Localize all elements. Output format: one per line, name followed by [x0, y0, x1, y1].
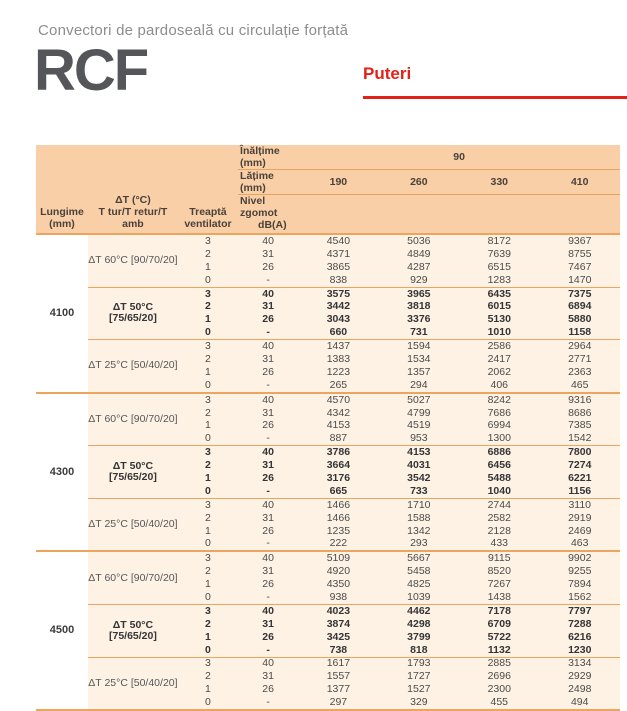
power-value-cell: 1230 — [539, 644, 620, 657]
noise-level-cell: 40 — [238, 234, 298, 248]
header-row-height — [36, 145, 620, 170]
power-value-cell: 5488 — [459, 472, 539, 485]
height-value: 90 — [298, 145, 620, 170]
power-value-cell: 7639 — [459, 248, 539, 261]
length-block — [36, 551, 620, 710]
power-value-cell: 2469 — [539, 525, 620, 538]
power-value-cell: 4799 — [379, 407, 459, 420]
power-value-cell: 9367 — [539, 234, 620, 248]
power-value-cell: 4920 — [298, 565, 378, 578]
power-value-cell: 1383 — [298, 353, 378, 366]
width-label: Lățime (mm) — [238, 170, 298, 195]
header-spacer — [298, 195, 620, 235]
fan-step-cell: 1 — [178, 366, 238, 379]
power-value-cell: 5130 — [459, 313, 539, 326]
power-value-cell: 818 — [379, 644, 459, 657]
power-value-cell: 1039 — [379, 591, 459, 604]
power-value-cell: 2363 — [539, 366, 620, 379]
power-value-cell: 660 — [298, 326, 378, 339]
power-value-cell: 2929 — [539, 670, 620, 683]
lungime-cell: 4500 — [36, 551, 88, 710]
fan-step-cell: 1 — [178, 419, 238, 432]
dt-label-cell: ΔT 25°C [50/40/20] — [88, 657, 178, 710]
fan-step-cell: 0 — [178, 696, 238, 710]
noise-level-cell: 40 — [238, 498, 298, 511]
fan-step-cell: 1 — [178, 578, 238, 591]
noise-level-cell: 31 — [238, 565, 298, 578]
power-value-cell: 2300 — [459, 683, 539, 696]
power-value-cell: 6994 — [459, 419, 539, 432]
width-value: 410 — [539, 170, 620, 195]
power-value-cell: 4031 — [379, 459, 459, 472]
width-value: 190 — [298, 170, 378, 195]
power-value-cell: 1342 — [379, 525, 459, 538]
power-value-cell: 3865 — [298, 261, 378, 274]
power-value-cell: 1437 — [298, 340, 378, 353]
dt-label-cell: ΔT 60°C [90/70/20] — [88, 551, 178, 604]
power-value-cell: 929 — [379, 274, 459, 287]
noise-level-cell: 40 — [238, 657, 298, 670]
dt-label-cell: ΔT 50°C [75/65/20] — [88, 446, 178, 499]
width-value: 260 — [379, 170, 459, 195]
power-value-cell: 4825 — [379, 578, 459, 591]
power-value-cell: 665 — [298, 485, 378, 498]
power-value-cell: 4287 — [379, 261, 459, 274]
col-header-zgomot: Nivel zgomot dB(A) — [238, 195, 298, 235]
power-value-cell: 733 — [379, 485, 459, 498]
product-logo: RCF — [34, 38, 148, 103]
power-value-cell: 3442 — [298, 300, 378, 313]
power-value-cell: 455 — [459, 696, 539, 710]
power-value-cell: 7800 — [539, 446, 620, 459]
power-value-cell: 9902 — [539, 551, 620, 565]
fan-step-cell: 0 — [178, 432, 238, 445]
power-value-cell: 1793 — [379, 657, 459, 670]
noise-level-cell: 26 — [238, 525, 298, 538]
power-value-cell: 6216 — [539, 631, 620, 644]
power-value-cell: 2128 — [459, 525, 539, 538]
noise-level-cell: 31 — [238, 353, 298, 366]
noise-level-cell: 26 — [238, 419, 298, 432]
dt-label-cell: ΔT 25°C [50/40/20] — [88, 340, 178, 393]
power-value-cell: 1594 — [379, 340, 459, 353]
power-value-cell: 8242 — [459, 393, 539, 407]
power-value-cell: 938 — [298, 591, 378, 604]
fan-step-cell: 1 — [178, 631, 238, 644]
power-value-cell: 2582 — [459, 512, 539, 525]
power-value-cell: 4153 — [298, 419, 378, 432]
power-value-cell: 1466 — [298, 512, 378, 525]
fan-step-cell: 0 — [178, 537, 238, 551]
power-value-cell: 5880 — [539, 313, 620, 326]
power-value-cell: 2919 — [539, 512, 620, 525]
fan-step-cell: 2 — [178, 300, 238, 313]
power-value-cell: 5036 — [379, 234, 459, 248]
power-value-cell: 1377 — [298, 683, 378, 696]
section-title: Puteri — [363, 64, 412, 83]
table-row — [36, 340, 620, 353]
fan-step-cell: 2 — [178, 670, 238, 683]
noise-level-cell: - — [238, 432, 298, 445]
power-value-cell: 1283 — [459, 274, 539, 287]
power-value-cell: 1132 — [459, 644, 539, 657]
power-value-cell: 953 — [379, 432, 459, 445]
power-value-cell: 1040 — [459, 485, 539, 498]
power-value-cell: 4350 — [298, 578, 378, 591]
power-value-cell: 8520 — [459, 565, 539, 578]
fan-step-cell: 1 — [178, 525, 238, 538]
power-value-cell: 3542 — [379, 472, 459, 485]
col-header-lungime: Lungime (mm) — [36, 145, 88, 234]
power-value-cell: 4023 — [298, 604, 378, 617]
power-value-cell: 6886 — [459, 446, 539, 459]
noise-level-cell: 26 — [238, 313, 298, 326]
power-value-cell: 3425 — [298, 631, 378, 644]
power-value-cell: 406 — [459, 379, 539, 393]
power-value-cell: 1527 — [379, 683, 459, 696]
power-value-cell: 1300 — [459, 432, 539, 445]
power-value-cell: 2964 — [539, 340, 620, 353]
height-label: Înălțime (mm) — [238, 145, 298, 170]
col-header-dt: ΔT (°C) T tur/T retur/T amb — [88, 145, 178, 234]
width-value: 330 — [459, 170, 539, 195]
fan-step-cell: 3 — [178, 498, 238, 511]
power-value-cell: 7686 — [459, 407, 539, 420]
fan-step-cell: 0 — [178, 326, 238, 339]
table-row — [36, 234, 620, 248]
power-value-cell: 7267 — [459, 578, 539, 591]
power-value-cell: 4849 — [379, 248, 459, 261]
power-value-cell: 3110 — [539, 498, 620, 511]
power-value-cell: 3818 — [379, 300, 459, 313]
power-value-cell: 887 — [298, 432, 378, 445]
power-value-cell: 3799 — [379, 631, 459, 644]
fan-step-cell: 2 — [178, 512, 238, 525]
power-value-cell: 8755 — [539, 248, 620, 261]
power-value-cell: 3575 — [298, 287, 378, 300]
fan-step-cell: 2 — [178, 353, 238, 366]
power-value-cell: 494 — [539, 696, 620, 710]
power-value-cell: 4462 — [379, 604, 459, 617]
fan-step-cell: 3 — [178, 446, 238, 459]
table-row — [36, 446, 620, 459]
fan-step-cell: 3 — [178, 234, 238, 248]
power-value-cell: 1466 — [298, 498, 378, 511]
power-value-cell: 1617 — [298, 657, 378, 670]
fan-step-cell: 3 — [178, 287, 238, 300]
power-value-cell: 7467 — [539, 261, 620, 274]
power-value-cell: 2498 — [539, 683, 620, 696]
fan-step-cell: 1 — [178, 261, 238, 274]
noise-level-cell: 26 — [238, 683, 298, 696]
noise-level-cell: 26 — [238, 366, 298, 379]
lungime-cell: 4300 — [36, 393, 88, 552]
fan-step-cell: 3 — [178, 340, 238, 353]
power-value-cell: 3664 — [298, 459, 378, 472]
power-value-cell: 3043 — [298, 313, 378, 326]
power-value-cell: 7385 — [539, 419, 620, 432]
power-value-cell: 1470 — [539, 274, 620, 287]
power-value-cell: 465 — [539, 379, 620, 393]
power-value-cell: 1727 — [379, 670, 459, 683]
length-block — [36, 234, 620, 393]
power-value-cell: 297 — [298, 696, 378, 710]
power-value-cell: 3176 — [298, 472, 378, 485]
noise-level-cell: 40 — [238, 287, 298, 300]
noise-level-cell: 31 — [238, 248, 298, 261]
fan-step-cell: 2 — [178, 565, 238, 578]
fan-step-cell: 0 — [178, 644, 238, 657]
power-value-cell: 5667 — [379, 551, 459, 565]
power-value-cell: 1557 — [298, 670, 378, 683]
power-value-cell: 1562 — [539, 591, 620, 604]
noise-level-cell: 26 — [238, 472, 298, 485]
power-value-cell: 3376 — [379, 313, 459, 326]
power-value-cell: 1010 — [459, 326, 539, 339]
power-value-cell: 4153 — [379, 446, 459, 459]
noise-level-cell: 40 — [238, 393, 298, 407]
noise-level-cell: - — [238, 379, 298, 393]
power-value-cell: 2417 — [459, 353, 539, 366]
power-value-cell: 7274 — [539, 459, 620, 472]
fan-step-cell: 1 — [178, 313, 238, 326]
power-value-cell: 1158 — [539, 326, 620, 339]
fan-step-cell: 3 — [178, 657, 238, 670]
dt-label-cell: ΔT 25°C [50/40/20] — [88, 498, 178, 551]
power-value-cell: 9255 — [539, 565, 620, 578]
power-value-cell: 731 — [379, 326, 459, 339]
fan-step-cell: 2 — [178, 618, 238, 631]
power-value-cell: 7178 — [459, 604, 539, 617]
table-row — [36, 498, 620, 511]
fan-step-cell: 0 — [178, 591, 238, 604]
power-value-cell: 1235 — [298, 525, 378, 538]
power-value-cell: 2744 — [459, 498, 539, 511]
noise-level-cell: 26 — [238, 261, 298, 274]
fan-step-cell: 0 — [178, 485, 238, 498]
table-row — [36, 287, 620, 300]
dt-label-cell: ΔT 50°C [75/65/20] — [88, 604, 178, 657]
noise-level-cell: 31 — [238, 459, 298, 472]
fan-step-cell: 3 — [178, 604, 238, 617]
power-value-cell: 6456 — [459, 459, 539, 472]
power-table — [36, 145, 620, 711]
noise-level-cell: 31 — [238, 670, 298, 683]
noise-level-cell: 40 — [238, 551, 298, 565]
power-value-cell: 1710 — [379, 498, 459, 511]
power-value-cell: 7894 — [539, 578, 620, 591]
fan-step-cell: 2 — [178, 407, 238, 420]
noise-level-cell: 40 — [238, 340, 298, 353]
power-value-cell: 6709 — [459, 618, 539, 631]
noise-level-cell: 31 — [238, 407, 298, 420]
power-value-cell: 5722 — [459, 631, 539, 644]
power-value-cell: 738 — [298, 644, 378, 657]
fan-step-cell: 3 — [178, 393, 238, 407]
fan-step-cell: 3 — [178, 551, 238, 565]
power-value-cell: 1542 — [539, 432, 620, 445]
noise-level-cell: 40 — [238, 604, 298, 617]
power-value-cell: 1438 — [459, 591, 539, 604]
noise-level-cell: - — [238, 485, 298, 498]
power-value-cell: 7375 — [539, 287, 620, 300]
power-value-cell: 5109 — [298, 551, 378, 565]
power-value-cell: 6894 — [539, 300, 620, 313]
power-value-cell: 6435 — [459, 287, 539, 300]
noise-level-cell: - — [238, 696, 298, 710]
table-row — [36, 393, 620, 407]
power-value-cell: 1588 — [379, 512, 459, 525]
noise-level-cell: - — [238, 537, 298, 551]
power-value-cell: 3874 — [298, 618, 378, 631]
power-value-cell: 265 — [298, 379, 378, 393]
dt-label-cell: ΔT 60°C [90/70/20] — [88, 234, 178, 287]
power-value-cell: 5027 — [379, 393, 459, 407]
power-value-cell: 838 — [298, 274, 378, 287]
power-value-cell: 7288 — [539, 618, 620, 631]
power-value-cell: 433 — [459, 537, 539, 551]
power-value-cell: 9115 — [459, 551, 539, 565]
power-value-cell: 4570 — [298, 393, 378, 407]
power-value-cell: 3965 — [379, 287, 459, 300]
power-value-cell: 2586 — [459, 340, 539, 353]
fan-step-cell: 2 — [178, 248, 238, 261]
noise-level-cell: 26 — [238, 578, 298, 591]
power-value-cell: 3786 — [298, 446, 378, 459]
table-row — [36, 604, 620, 617]
power-value-cell: 1156 — [539, 485, 620, 498]
noise-level-cell: - — [238, 326, 298, 339]
dt-label-cell: ΔT 60°C [90/70/20] — [88, 393, 178, 446]
page-subtitle: Convectori de pardoseală cu circulație forțată — [38, 22, 349, 39]
length-block — [36, 393, 620, 552]
fan-step-cell: 2 — [178, 459, 238, 472]
noise-level-cell: 40 — [238, 446, 298, 459]
power-value-cell: 4540 — [298, 234, 378, 248]
power-value-cell: 1534 — [379, 353, 459, 366]
table-row — [36, 551, 620, 565]
power-value-cell: 2771 — [539, 353, 620, 366]
power-value-cell: 4371 — [298, 248, 378, 261]
section-title-underline — [363, 96, 627, 99]
power-value-cell: 8686 — [539, 407, 620, 420]
noise-level-cell: 26 — [238, 631, 298, 644]
power-value-cell: 5458 — [379, 565, 459, 578]
table-header — [36, 145, 620, 234]
power-value-cell: 2885 — [459, 657, 539, 670]
power-value-cell: 9316 — [539, 393, 620, 407]
dt-label-cell: ΔT 50°C [75/65/20] — [88, 287, 178, 340]
fan-step-cell: 0 — [178, 274, 238, 287]
power-value-cell: 7797 — [539, 604, 620, 617]
power-value-cell: 293 — [379, 537, 459, 551]
power-value-cell: 2062 — [459, 366, 539, 379]
power-value-cell: 4519 — [379, 419, 459, 432]
power-value-cell: 1357 — [379, 366, 459, 379]
table-row — [36, 657, 620, 670]
power-value-cell: 8172 — [459, 234, 539, 248]
fan-step-cell: 1 — [178, 683, 238, 696]
power-value-cell: 1223 — [298, 366, 378, 379]
fan-step-cell: 0 — [178, 379, 238, 393]
power-value-cell: 4298 — [379, 618, 459, 631]
noise-level-cell: - — [238, 274, 298, 287]
lungime-cell: 4100 — [36, 234, 88, 393]
power-value-cell: 2696 — [459, 670, 539, 683]
power-value-cell: 294 — [379, 379, 459, 393]
noise-level-cell: 31 — [238, 512, 298, 525]
power-value-cell: 222 — [298, 537, 378, 551]
power-value-cell: 463 — [539, 537, 620, 551]
noise-level-cell: - — [238, 644, 298, 657]
power-value-cell: 6015 — [459, 300, 539, 313]
noise-level-cell: 31 — [238, 300, 298, 313]
power-value-cell: 3134 — [539, 657, 620, 670]
power-value-cell: 4342 — [298, 407, 378, 420]
col-header-treapta: Treaptă ventilator — [178, 145, 238, 234]
noise-level-cell: - — [238, 591, 298, 604]
power-value-cell: 329 — [379, 696, 459, 710]
power-value-cell: 6515 — [459, 261, 539, 274]
noise-level-cell: 31 — [238, 618, 298, 631]
fan-step-cell: 1 — [178, 472, 238, 485]
power-value-cell: 6221 — [539, 472, 620, 485]
